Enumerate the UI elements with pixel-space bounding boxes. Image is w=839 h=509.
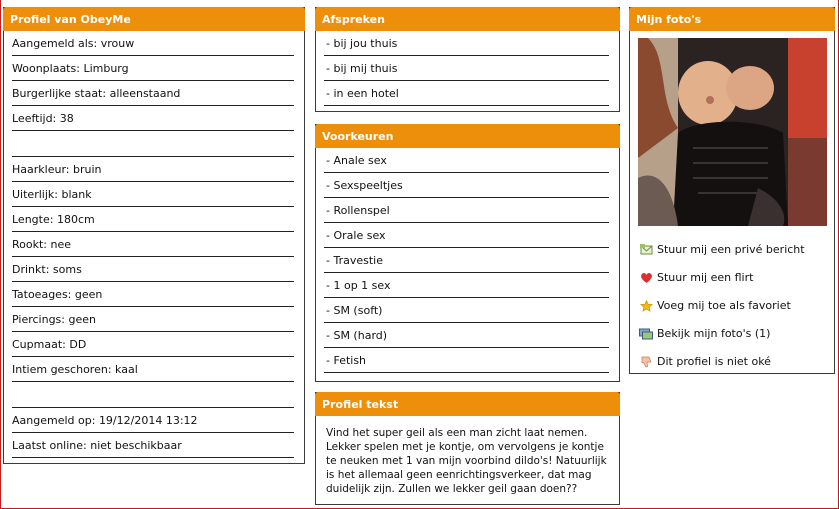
message-icon <box>639 244 653 256</box>
profiel-tekst-panel-title: Profiel tekst <box>315 392 620 416</box>
profile-row <box>12 131 294 157</box>
profile-row-value: alleenstaand <box>109 87 181 100</box>
profile-row-value: DD <box>69 338 87 351</box>
profile-row-label: Haarkleur: <box>12 163 70 176</box>
profile-row <box>12 282 294 307</box>
voorkeuren-item: - 1 op 1 sex <box>324 273 609 298</box>
profile-panel-title: Profiel van ObeyMe <box>3 7 305 31</box>
profile-row-label: Tatoeages: <box>12 288 72 301</box>
profile-row-value: niet beschikbaar <box>90 439 182 452</box>
profile-row-value: bruin <box>72 163 102 176</box>
afspreken-panel <box>315 7 620 112</box>
profile-row <box>12 332 294 357</box>
profile-row <box>12 357 294 382</box>
profile-row-value: 38 <box>59 112 74 125</box>
profile-row <box>12 56 294 81</box>
profile-photo-art <box>638 38 827 226</box>
profile-row <box>12 408 294 433</box>
profile-row-value: Limburg <box>83 62 129 75</box>
voorkeuren-item: - Rollenspel <box>324 198 609 223</box>
photo-area <box>630 31 834 236</box>
profile-photo[interactable] <box>638 38 827 226</box>
afspreken-item: - bij jou thuis <box>324 31 609 56</box>
afspreken-item: - in een hotel <box>324 81 609 106</box>
heart-icon <box>639 272 653 284</box>
profile-row-label: Laatst online: <box>12 439 87 452</box>
profile-row-label: Woonplaats: <box>12 62 80 75</box>
photo-action-heart[interactable] <box>630 264 834 292</box>
voorkeuren-item: - Sexspeeltjes <box>324 173 609 198</box>
profile-row-value: blank <box>61 188 92 201</box>
profile-row-label: Burgerlijke staat: <box>12 87 107 100</box>
photos-panel <box>629 7 835 374</box>
voorkeuren-item: - Travestie <box>324 248 609 273</box>
profile-row-value: geen <box>74 288 103 301</box>
voorkeuren-list <box>316 148 619 373</box>
profile-row-label: Cupmaat: <box>12 338 66 351</box>
profile-rows <box>4 31 304 458</box>
afspreken-list <box>316 31 619 106</box>
profile-row <box>12 81 294 106</box>
profile-row <box>12 157 294 182</box>
profile-row <box>12 207 294 232</box>
profile-row-label: Rookt: <box>12 238 47 251</box>
voorkeuren-item: - SM (soft) <box>324 298 609 323</box>
afspreken-item: - bij mij thuis <box>324 56 609 81</box>
profile-row-label: Aangemeld als: <box>12 37 98 50</box>
profile-row-value: soms <box>52 263 82 276</box>
profile-row-label: Intiem geschoren: <box>12 363 112 376</box>
photo-action-label: Stuur mij een privé bericht <box>657 243 805 256</box>
afspreken-panel-title: Afspreken <box>315 7 620 31</box>
profile-row <box>12 307 294 332</box>
profile-description: Vind het super geil als een man zicht laat nemen. Lekker spelen met je kontje, om vervolgens je kontje te neuken met 1 van mijn voorbind dildo's! Natuurlijk is het allemaal geen eenrichtingsverkeer, dat mag duidelijk zijn. Zullen we lekker geil gaan doen?? <box>326 427 607 495</box>
photos-panel-title: Mijn foto's <box>629 7 835 31</box>
voorkeuren-item: - Orale sex <box>324 223 609 248</box>
profile-row-value: nee <box>50 238 72 251</box>
voorkeuren-panel-title: Voorkeuren <box>315 124 620 148</box>
voorkeuren-item: - Anale sex <box>324 148 609 173</box>
profile-row <box>12 382 294 408</box>
profile-row-value: 19/12/2014 13:12 <box>98 414 198 427</box>
photo-action-message[interactable] <box>630 236 834 264</box>
profile-row-value: 180cm <box>56 213 95 226</box>
profile-row-label: Leeftijd: <box>12 112 57 125</box>
profile-row <box>12 257 294 282</box>
photo-actions <box>630 236 834 376</box>
profile-row-value: vrouw <box>100 37 135 50</box>
photo-action-photos[interactable] <box>630 320 834 348</box>
thumbs-down-icon <box>639 356 653 368</box>
profile-row <box>12 232 294 257</box>
profile-panel <box>3 7 305 464</box>
profile-row-label: Drinkt: <box>12 263 50 276</box>
profiel-tekst-panel <box>315 392 620 505</box>
profile-row <box>12 433 294 458</box>
photo-action-label: Bekijk mijn foto's (1) <box>657 327 771 340</box>
star-icon <box>639 300 653 312</box>
profile-row <box>12 106 294 131</box>
photo-action-label: Stuur mij een flirt <box>657 271 754 284</box>
voorkeuren-item: - Fetish <box>324 348 609 373</box>
profile-row-label: Aangemeld op: <box>12 414 96 427</box>
photo-action-star[interactable] <box>630 292 834 320</box>
profile-row-value: kaal <box>115 363 138 376</box>
voorkeuren-panel <box>315 124 620 382</box>
profile-row-value: geen <box>68 313 96 326</box>
voorkeuren-item: - SM (hard) <box>324 323 609 348</box>
profile-row-label: Uiterlijk: <box>12 188 58 201</box>
photo-action-label: Dit profiel is niet oké <box>657 355 771 368</box>
profile-row <box>12 31 294 56</box>
profile-row <box>12 182 294 207</box>
profile-row-label: Lengte: <box>12 213 54 226</box>
photo-action-label: Voeg mij toe als favoriet <box>657 299 791 312</box>
photo-action-thumbs-down[interactable] <box>630 348 834 376</box>
profile-row-label: Piercings: <box>12 313 65 326</box>
photos-icon <box>639 328 653 340</box>
